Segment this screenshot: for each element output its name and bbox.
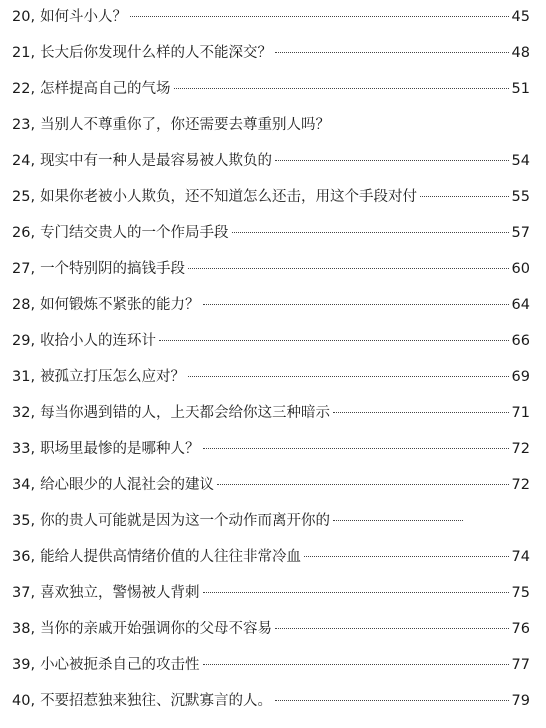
entry-number: 32, <box>12 405 36 421</box>
toc-entry[interactable] <box>12 507 530 535</box>
entry-title: 小心被扼杀自己的攻击性 <box>40 657 200 673</box>
toc-entry[interactable] <box>12 327 530 355</box>
page-number: 72 <box>511 441 530 457</box>
dot-leader <box>275 628 508 629</box>
dot-leader <box>159 340 508 341</box>
entry-number: 29, <box>12 333 36 349</box>
toc-entry[interactable] <box>12 435 530 463</box>
toc-row <box>0 648 546 682</box>
page-number: 77 <box>511 657 530 673</box>
page-number: 76 <box>511 621 530 637</box>
toc-row <box>0 612 546 646</box>
toc-row <box>0 288 546 322</box>
entry-title: 现实中有一种人是最容易被人欺负的 <box>40 153 273 169</box>
entry-number: 20, <box>12 9 36 25</box>
toc-row <box>0 252 546 286</box>
dot-leader <box>217 484 508 485</box>
toc-entry[interactable] <box>12 255 530 283</box>
dot-leader <box>420 196 508 197</box>
entry-number: 40, <box>12 693 36 709</box>
entry-number: 39, <box>12 657 36 673</box>
toc-row <box>0 360 546 394</box>
toc-row <box>0 216 546 250</box>
toc-entry[interactable] <box>12 219 530 247</box>
dot-leader <box>188 376 508 377</box>
entry-title: 收拾小人的连环计 <box>40 333 157 349</box>
page-number: 45 <box>511 9 530 25</box>
toc-row <box>0 576 546 610</box>
page-number: 72 <box>511 477 530 493</box>
toc-entry[interactable] <box>12 579 530 607</box>
toc-row <box>0 36 546 70</box>
page-number: 64 <box>511 297 530 313</box>
entry-title: 职场里最惨的是哪种人？ <box>40 441 200 457</box>
toc-row <box>0 72 546 106</box>
entry-title: 给心眼少的人混社会的建议 <box>40 477 215 493</box>
dot-leader <box>333 412 508 413</box>
entry-number: 27, <box>12 261 36 277</box>
entry-number: 31, <box>12 369 36 385</box>
entry-number: 37, <box>12 585 36 601</box>
page-number: 69 <box>511 369 530 385</box>
toc-entry[interactable] <box>12 3 530 31</box>
entry-title: 能给人提供高情绪价值的人往往非常冷血 <box>40 549 302 565</box>
dot-leader <box>333 520 463 521</box>
toc-entry[interactable] <box>12 615 530 643</box>
toc-row <box>0 108 546 142</box>
entry-number: 36, <box>12 549 36 565</box>
entry-number: 21, <box>12 45 36 61</box>
toc-row <box>0 684 546 718</box>
dot-leader <box>232 232 509 233</box>
entry-number: 28, <box>12 297 36 313</box>
toc-row <box>0 0 546 34</box>
entry-number: 24, <box>12 153 36 169</box>
toc-row <box>0 180 546 214</box>
dot-leader <box>188 268 508 269</box>
entry-title: 不要招惹独来独往、沉默寡言的人。 <box>40 693 273 709</box>
toc-row <box>0 540 546 574</box>
entry-title: 当别人不尊重你了，你还需要去尊重别人吗？ <box>40 117 331 133</box>
toc-entry[interactable] <box>12 39 530 67</box>
toc-entry[interactable] <box>12 147 530 175</box>
toc-entry[interactable] <box>12 399 530 427</box>
entry-title: 喜欢独立，警惕被人背刺 <box>40 585 200 601</box>
entry-title: 当你的亲戚开始强调你的父母不容易 <box>40 621 273 637</box>
page-number: 54 <box>511 153 530 169</box>
toc-entry[interactable] <box>12 687 530 715</box>
dot-leader <box>203 592 509 593</box>
page-number: 51 <box>511 81 530 97</box>
entry-number: 33, <box>12 441 36 457</box>
toc-entry[interactable] <box>12 651 530 679</box>
page-number: 79 <box>511 693 530 709</box>
entry-number: 22, <box>12 81 36 97</box>
toc-row <box>0 324 546 358</box>
entry-title: 被孤立打压怎么应对？ <box>40 369 186 385</box>
page-number: 48 <box>511 45 530 61</box>
entry-number: 23, <box>12 117 36 133</box>
page-number: 57 <box>511 225 530 241</box>
entry-title: 怎样提高自己的气场 <box>40 81 171 97</box>
entry-title: 如果你老被小人欺负，还不知道怎么还击，用这个手段对付 <box>40 189 418 205</box>
page-number: 60 <box>511 261 530 277</box>
entry-number: 35, <box>12 513 36 529</box>
dot-leader <box>203 664 509 665</box>
entry-title: 如何斗小人？ <box>40 9 128 25</box>
page-number: 75 <box>511 585 530 601</box>
entry-title: 每当你遇到错的人，上天都会给你这三种暗示 <box>40 405 331 421</box>
page-number: 66 <box>511 333 530 349</box>
toc-row <box>0 396 546 430</box>
dot-leader <box>203 304 509 305</box>
dot-leader <box>275 700 508 701</box>
toc-entry[interactable] <box>12 363 530 391</box>
entry-number: 25, <box>12 189 36 205</box>
page-number: 71 <box>511 405 530 421</box>
dot-leader <box>130 16 508 17</box>
dot-leader <box>275 160 508 161</box>
entry-number: 34, <box>12 477 36 493</box>
entry-number: 26, <box>12 225 36 241</box>
toc-row <box>0 468 546 502</box>
toc-entry[interactable] <box>12 291 530 319</box>
dot-leader <box>275 52 508 53</box>
dot-leader <box>304 556 508 557</box>
entry-number: 38, <box>12 621 36 637</box>
toc-entry[interactable] <box>12 471 530 499</box>
page-number: 74 <box>511 549 530 565</box>
toc-row <box>0 144 546 178</box>
toc-row <box>0 432 546 466</box>
toc-row <box>0 504 546 538</box>
entry-title: 专门结交贵人的一个作局手段 <box>40 225 229 241</box>
page-number: 55 <box>511 189 530 205</box>
toc-entry[interactable] <box>12 543 530 571</box>
entry-title: 如何锻炼不紧张的能力？ <box>40 297 200 313</box>
dot-leader <box>203 448 509 449</box>
toc-entry[interactable] <box>12 111 530 139</box>
toc-entry[interactable] <box>12 183 530 211</box>
entry-title: 长大后你发现什么样的人不能深交？ <box>40 45 273 61</box>
entry-title: 一个特别阴的搞钱手段 <box>40 261 186 277</box>
dot-leader <box>174 88 509 89</box>
entry-title: 你的贵人可能就是因为这一个动作而离开你的 <box>40 513 331 529</box>
toc-entry[interactable] <box>12 75 530 103</box>
